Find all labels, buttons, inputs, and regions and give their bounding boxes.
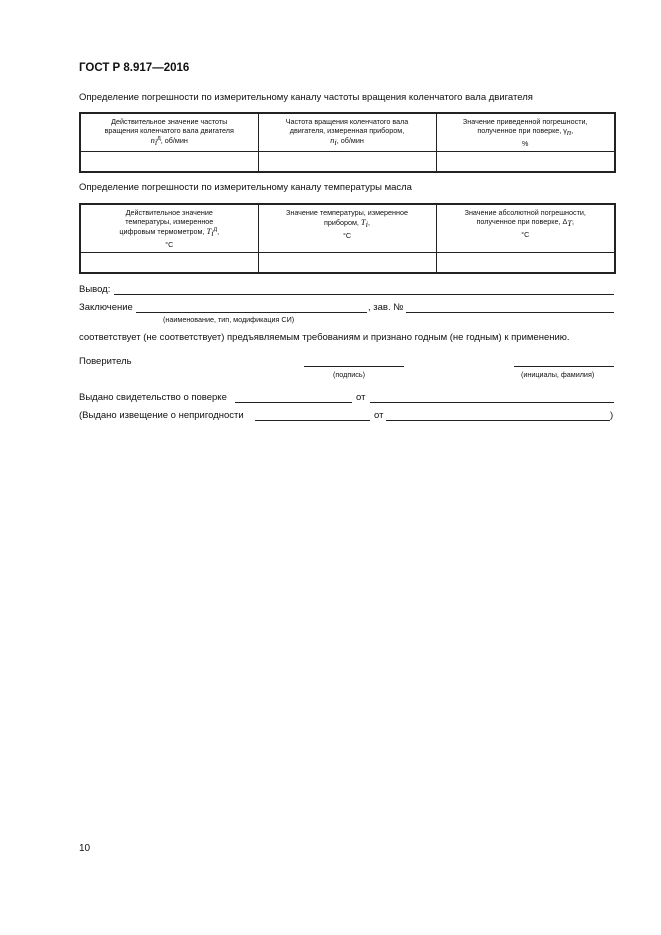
temp-table-cell-actual [80,252,258,273]
rpm-table [79,112,616,173]
rpm-table-header-actual: Действительное значение частоты вращения коленчатого вала двигателя $n_i^д$, об/мин [80,113,258,151]
rpm-table-cell-error [436,151,615,172]
certificate-from-label: от [356,392,366,403]
conclusion-label: Вывод: [79,284,111,295]
instrument-name-field[interactable] [136,312,367,313]
temperature-table [79,203,616,274]
instrument-name-hint: (наименование, тип, модификация СИ) [163,315,295,324]
verifier-label: Поверитель [79,356,132,367]
table1-caption: Определение погрешности по измерительному каналу частоты вращения коленчатого вала двигателя [79,92,533,103]
certificate-date-field[interactable] [370,402,614,403]
temp-table-header-actual: Действительное значение температуры, измеренное цифровым термометром, $T_i^д$, °С [80,204,258,252]
name-field[interactable] [514,366,614,367]
temp-table-cell-error [436,252,615,273]
page-number: 10 [79,843,91,854]
notice-label: (Выдано извещение о непригодности [79,410,244,421]
signature-field[interactable] [304,366,404,367]
standard-designation: ГОСТ Р 8.917—2016 [79,62,190,74]
notice-number-field[interactable] [255,420,370,421]
temp-table-header-measured: Значение температуры, измеренное прибором, $T_i$, °С [258,204,436,252]
serial-number-field[interactable] [406,312,614,313]
certificate-number-field[interactable] [235,402,352,403]
compliance-statement: соответствует (не соответствует) предъявляемым требованиям и признано годным (не годным) к применению. [79,332,570,343]
notice-from-label: от [374,410,384,421]
certificate-label: Выдано свидетельство о поверке [79,392,227,403]
verdict-label: Заключение [79,302,133,313]
name-hint: (инициалы, фамилия) [521,370,595,379]
notice-close-paren: ) [610,410,614,421]
notice-date-field[interactable] [386,420,610,421]
temp-table-header-error: Значение абсолютной погрешности, полученное при поверке, $\Delta_T$, °С [436,204,615,252]
rpm-table-cell-measured [258,151,436,172]
rpm-table-header-measured: Частота вращения коленчатого вала двигателя, измеренная прибором, $n_i$, об/мин [258,113,436,151]
temp-table-cell-measured [258,252,436,273]
serial-number-label: , зав. № [368,302,404,313]
signature-hint: (подпись) [333,370,365,379]
rpm-table-cell-actual [80,151,258,172]
table2-caption: Определение погрешности по измерительному каналу температуры масла [79,182,412,193]
conclusion-field[interactable] [114,294,614,295]
rpm-table-header-error: Значение приведенной погрешности, полученное при поверке, $\gamma_n$, % [436,113,615,151]
